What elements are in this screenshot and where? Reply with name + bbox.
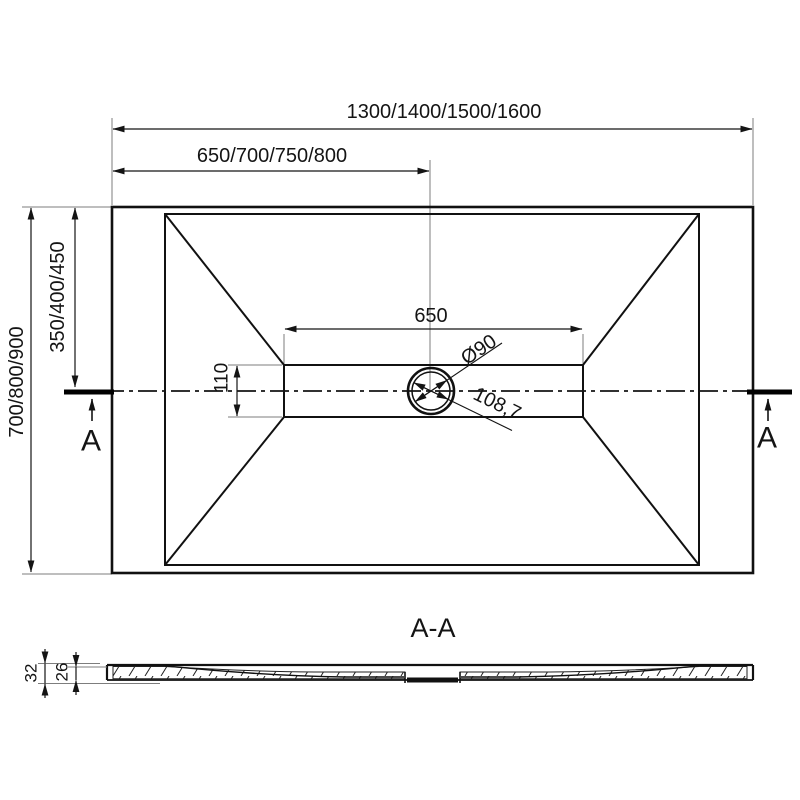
section-view [22,613,754,698]
dim-total-depth: 700/800/900 [6,326,28,438]
section-hatch [113,667,747,679]
dim-top-to-drain: 350/400/450 [47,241,69,353]
dim-channel-width: 110 [211,362,233,394]
dim-overall-height: 32 [21,663,41,683]
tray-inner-edge [165,214,699,565]
plan-view [6,101,792,574]
drain-recess-base [407,678,458,683]
slope-edge-bottom-left [165,417,284,565]
slope-edge-bottom-right [583,417,699,565]
section-cut-markers [64,392,792,458]
plan-dimension-labels [6,101,541,438]
dimension-lines [31,129,752,572]
drain-detail [408,330,524,430]
section-letter-right: A [756,421,778,455]
extension-lines [22,118,753,574]
slope-edge-top-right [583,214,699,365]
drain-diameter-label: Ø90 [457,330,501,370]
section-title: A-A [410,613,456,643]
slope-edge-top-left [165,214,284,365]
dim-channel-length: 650 [414,305,448,327]
dim-left-to-drain: 650/700/750/800 [196,145,348,167]
drain-diagonal-label: 108,7 [469,383,525,425]
dim-total-width: 1300/1400/1500/1600 [346,101,542,123]
dim-edge-height: 26 [52,662,72,682]
section-letter-left: A [80,424,102,458]
